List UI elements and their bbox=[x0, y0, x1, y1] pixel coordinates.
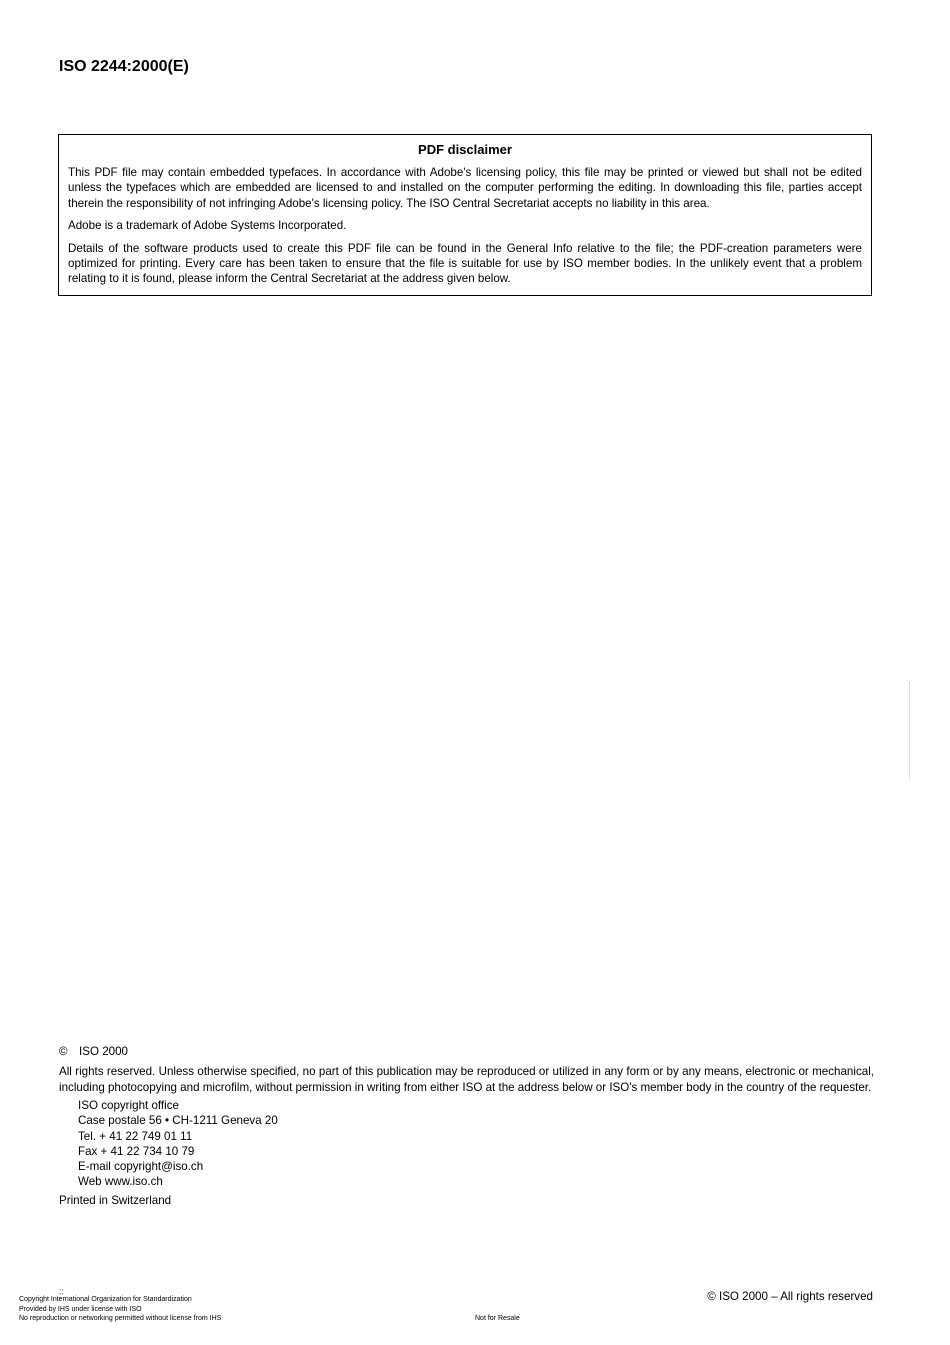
margin-marks bbox=[909, 682, 913, 780]
copyright-block bbox=[59, 1044, 874, 1209]
copyright-office-address bbox=[59, 1098, 874, 1189]
pdf-disclaimer-box bbox=[58, 134, 872, 296]
address-line: Case postale 56 • CH-1211 Geneva 20 bbox=[78, 1114, 278, 1128]
copyright-line bbox=[59, 1044, 874, 1059]
printed-in: Printed in Switzerland bbox=[59, 1194, 172, 1208]
footer-line: Provided by IHS under license with ISO bbox=[19, 1305, 142, 1313]
disclaimer-paragraph: Adobe is a trademark of Adobe Systems Incorporated. bbox=[68, 219, 347, 233]
footer-copyright: © ISO 2000 – All rights reserved bbox=[707, 1290, 873, 1303]
disclaimer-paragraph: Details of the software products used to create this PDF file can be found in the General Info relative to the file; the PDF-creation parameters were optimized for printing. Every care has been taken to ensure that the file is suitable for use by ISO member bodies. In the unlikely event that a problem relating to it is found, please inform the Central Secretariat at the address given below. bbox=[68, 241, 862, 286]
document-id: ISO 2244:2000(E) bbox=[59, 58, 189, 75]
footer-not-for-resale: Not for Resale bbox=[475, 1315, 520, 1322]
disclaimer-paragraph: This PDF file may contain embedded typefaces. In accordance with Adobe's licensing policy, this file may be printed or viewed but shall not be edited unless the typefaces which are embedded are licensed to and installed on the computer performing the editing. In downloading this file, parties accept therein the responsibility of not infringing Adobe's licensing policy. The ISO Central Secretariat accepts no liability in this area. bbox=[68, 166, 862, 210]
copyright-symbol: © bbox=[59, 1045, 68, 1058]
footer-marker: :: bbox=[59, 1287, 64, 1296]
rights-statement: All rights reserved. Unless otherwise specified, no part of this publication may be reproduced or utilized in any form or by any means, electronic or mechanical, including photocopying and microfilm, without permission in writing from either ISO at the address below or ISO's member body in the country of the requester. bbox=[59, 1065, 874, 1094]
address-line: ISO copyright office bbox=[78, 1099, 179, 1113]
address-line: Fax + 41 22 734 10 79 bbox=[78, 1144, 195, 1158]
footer-line: Copyright International Organization for Standardization bbox=[19, 1296, 192, 1303]
copyright-year: ISO 2000 bbox=[79, 1045, 128, 1058]
address-line: Tel. + 41 22 749 01 11 bbox=[78, 1129, 193, 1143]
footer-line: No reproduction or networking permitted without license from IHS bbox=[19, 1315, 222, 1322]
address-line: Web www.iso.ch bbox=[78, 1175, 163, 1189]
address-line: E-mail copyright@iso.ch bbox=[78, 1160, 204, 1174]
disclaimer-title: PDF disclaimer bbox=[418, 142, 512, 157]
footer-license-notice bbox=[19, 1288, 221, 1324]
